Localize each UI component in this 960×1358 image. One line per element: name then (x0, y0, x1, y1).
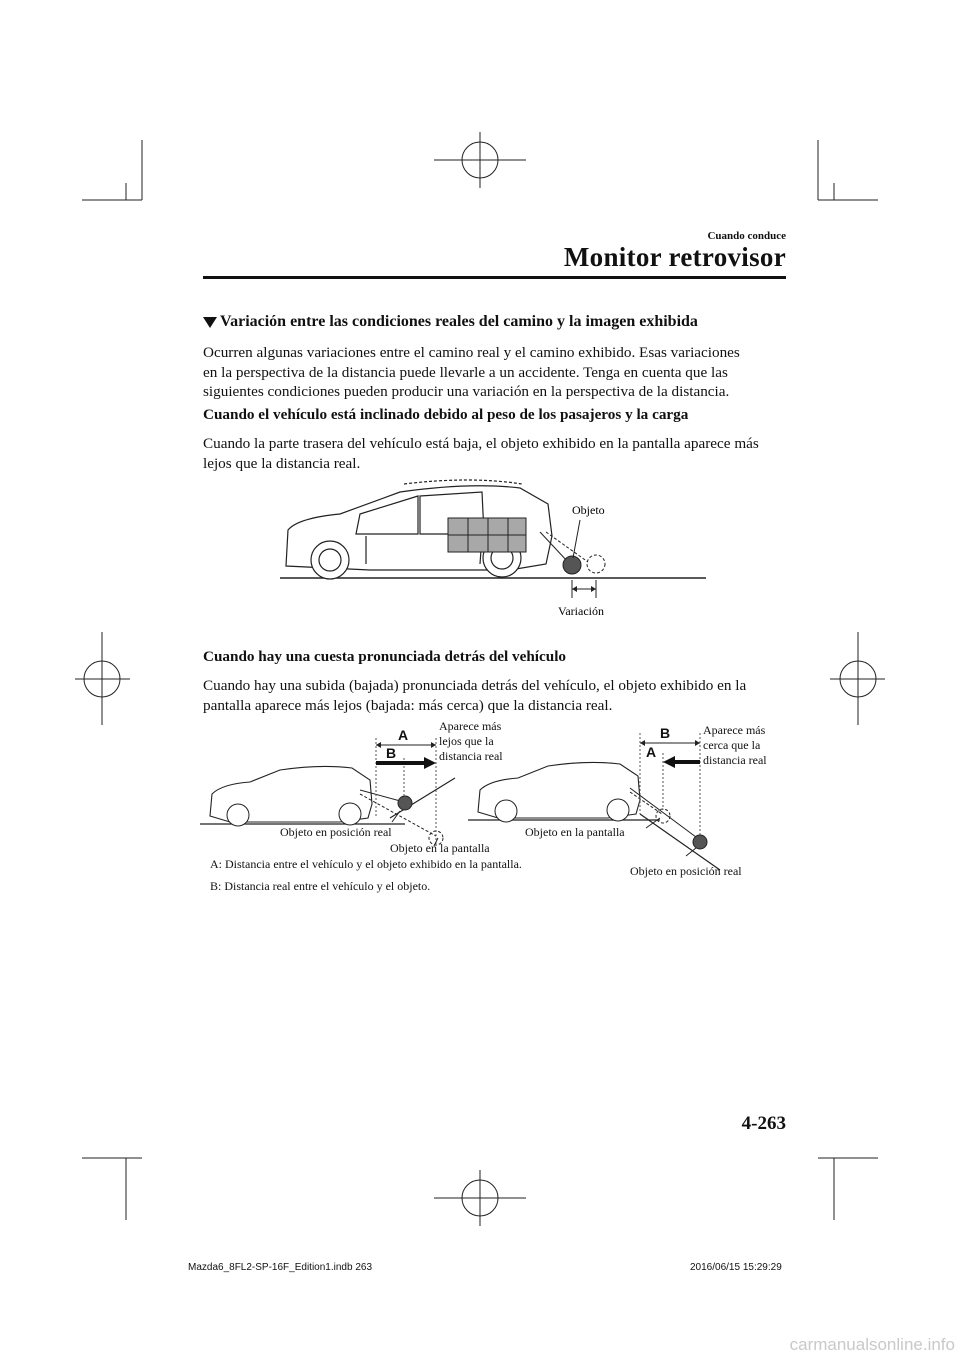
footer-date: 2016/06/15 15:29:29 (690, 1262, 782, 1273)
page-number: 4-263 (741, 1113, 786, 1134)
case2-heading: Cuando hay una cuesta pronunciada detrás del vehículo (203, 648, 567, 665)
intro-line: siguientes condiciones pueden producir una variación en la perspectiva de la distancia. (203, 383, 730, 400)
letter-a-right: A (646, 744, 657, 760)
page-title: Monitor retrovisor (563, 242, 786, 272)
note-left-line: lejos que la (439, 734, 494, 748)
case2-line: pantalla aparece más lejos (bajada: más cerca) que la distancia real. (203, 696, 613, 714)
legend-a: A: Distancia entre el vehículo y el objeto exhibido en la pantalla. (210, 857, 522, 871)
section-heading-text: Variación entre las condiciones reales del camino y la imagen exhibida (220, 313, 698, 330)
triangle-bullet-icon (203, 317, 217, 328)
legend-b: B: Distancia real entre el vehículo y el objeto. (210, 879, 431, 893)
case2-line: Cuando hay una subida (bajada) pronunciada detrás del vehículo, el objeto exhibido en la (203, 677, 747, 694)
label-object: Objeto (572, 503, 605, 517)
letter-b-left: B (386, 745, 397, 761)
case1-paragraph (203, 434, 793, 473)
intro-paragraph (203, 343, 793, 402)
label-screen-right: Objeto en la pantalla (525, 825, 625, 839)
case1-line: Cuando la parte trasera del vehículo está baja, el objeto exhibido en la pantalla aparece más (203, 435, 759, 452)
note-left-line: distancia real (439, 749, 503, 763)
intro-line: en la perspectiva de la distancia puede llevarle a un accidente. Tenga en cuenta que las (203, 363, 728, 381)
case1-line: lejos que la distancia real. (203, 454, 361, 472)
figure-slope (200, 718, 780, 898)
figure-tilted-vehicle (270, 478, 710, 620)
label-screen-left: Objeto en la pantalla (390, 841, 490, 855)
note-left-line: Aparece más (439, 719, 502, 733)
footer-file: Mazda6_8FL2-SP-16F_Edition1.indb 263 (188, 1262, 373, 1273)
label-real-right: Objeto en posición real (630, 864, 742, 878)
header-rule (203, 276, 786, 279)
watermark: carmanualsonline.info (789, 1335, 955, 1354)
letter-b-right: B (660, 725, 671, 741)
label-real-left: Objeto en posición real (280, 825, 392, 839)
note-right-line: Aparece más (703, 723, 766, 737)
section-heading (203, 313, 698, 331)
label-variation: Variación (558, 604, 604, 618)
note-right-line: cerca que la (703, 738, 761, 752)
intro-line: Ocurren algunas variaciones entre el camino real y el camino exhibido. Esas variaciones (203, 344, 740, 361)
note-right-line: distancia real (703, 753, 767, 767)
letter-a-left: A (398, 727, 409, 743)
case1-heading: Cuando el vehículo está inclinado debido al peso de los pasajeros y la carga (203, 406, 689, 423)
case2-paragraph (203, 676, 793, 715)
section-label: Cuando conduce (707, 230, 786, 242)
